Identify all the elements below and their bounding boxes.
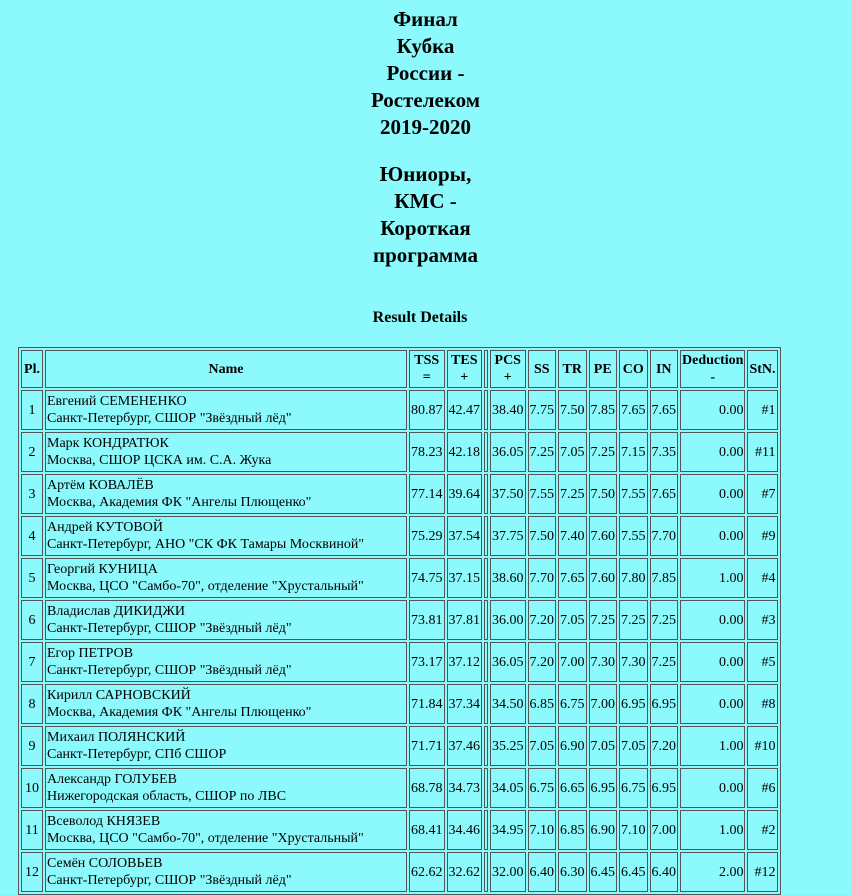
cell-name [45,642,407,682]
cell-pe: 7.25 [589,600,618,640]
col-header-in: IN [650,350,679,388]
cell-in: 7.00 [650,810,679,850]
cell-pe: 7.30 [589,642,618,682]
cell-tr: 7.25 [558,474,587,514]
cell-pcs: 34.50 [490,684,526,724]
cell-in: 7.70 [650,516,679,556]
cell-deduction: 0.00 [680,474,745,514]
cell-co: 6.75 [619,768,648,808]
table-header-row [21,350,778,388]
event-title-line: 2019-2020 [380,115,471,139]
skater-club: Москва, ЦСО "Самбо-70", отделение "Хрустальный" [47,831,364,846]
col-header-start-number: StN. [747,350,777,388]
skater-name: Артём КОВАЛЁВ [47,478,154,493]
cell-place: 4 [21,516,43,556]
cell-pcs: 38.60 [490,558,526,598]
table-row [21,390,778,430]
skater-club: Санкт-Петербург, СШОР "Звёздный лёд" [47,873,292,888]
cell-ss: 7.05 [528,726,557,766]
skater-club: Москва, ЦСО "Самбо-70", отделение "Хрустальный" [47,579,364,594]
cell-place: 2 [21,432,43,472]
cell-co: 7.55 [619,516,648,556]
cell-pcs: 37.50 [490,474,526,514]
cell-tr: 7.05 [558,600,587,640]
cell-tes: 37.46 [447,726,483,766]
skater-name: Владислав ДИКИДЖИ [47,604,185,619]
skater-name: Евгений СЕМЕНЕНКО [47,394,187,409]
table-row [21,558,778,598]
col-header-tes: TES + [447,350,483,388]
section-subtitle: Result Details [372,309,468,326]
cell-ss: 6.40 [528,852,557,892]
cell-pe: 7.60 [589,516,618,556]
col-header-name: Name [45,350,407,388]
cell-start-number: #5 [747,642,777,682]
cell-deduction: 0.00 [680,600,745,640]
cell-pcs: 36.00 [490,600,526,640]
cell-pe: 7.00 [589,684,618,724]
cell-ss: 7.10 [528,810,557,850]
cell-start-number: #2 [747,810,777,850]
col-header-tss: TSS = [409,350,445,388]
cell-co: 7.10 [619,810,648,850]
cell-tss: 75.29 [409,516,445,556]
cell-name [45,810,407,850]
cell-tr: 7.50 [558,390,587,430]
cell-pcs: 34.05 [490,768,526,808]
cell-pe: 6.95 [589,768,618,808]
cell-place: 5 [21,558,43,598]
table-row [21,474,778,514]
cell-deduction: 2.00 [680,852,745,892]
cell-pcs: 36.05 [490,432,526,472]
cell-co: 6.95 [619,684,648,724]
skater-club: Санкт-Петербург, СШОР "Звёздный лёд" [47,621,292,636]
column-spacer [484,600,488,640]
skater-name: Андрей КУТОВОЙ [47,520,163,535]
cell-deduction: 0.00 [680,642,745,682]
skater-club: Санкт-Петербург, АНО "СК ФК Тамары Москвиной" [47,537,365,552]
event-title-line: Кубка [396,34,455,58]
cell-co: 7.25 [619,600,648,640]
cell-tes: 34.46 [447,810,483,850]
cell-tes: 37.15 [447,558,483,598]
category-title-line: программа [373,243,478,267]
cell-place: 10 [21,768,43,808]
cell-start-number: #9 [747,516,777,556]
table-row [21,726,778,766]
cell-ss: 7.75 [528,390,557,430]
cell-tr: 7.40 [558,516,587,556]
cell-name [45,768,407,808]
cell-tes: 32.62 [447,852,483,892]
cell-start-number: #11 [747,432,777,472]
cell-start-number: #6 [747,768,777,808]
column-spacer [484,474,488,514]
cell-tes: 39.64 [447,474,483,514]
cell-pcs: 35.25 [490,726,526,766]
cell-tss: 71.84 [409,684,445,724]
cell-deduction: 0.00 [680,390,745,430]
cell-place: 8 [21,684,43,724]
cell-deduction: 0.00 [680,768,745,808]
cell-co: 7.55 [619,474,648,514]
skater-name: Семён СОЛОВЬЕВ [47,856,163,871]
results-table [18,347,781,895]
skater-name: Кирилл САРНОВСКИЙ [47,688,191,703]
event-title-line: Ростелеком [370,88,481,112]
cell-start-number: #12 [747,852,777,892]
skater-name: Михаил ПОЛЯНСКИЙ [47,730,186,745]
cell-deduction: 0.00 [680,432,745,472]
skater-club: Москва, СШОР ЦСКА им. С.А. Жука [47,453,272,468]
skater-name: Егор ПЕТРОВ [47,646,134,661]
cell-tss: 77.14 [409,474,445,514]
cell-ss: 7.50 [528,516,557,556]
cell-pcs: 34.95 [490,810,526,850]
cell-start-number: #4 [747,558,777,598]
cell-tss: 71.71 [409,726,445,766]
cell-pcs: 38.40 [490,390,526,430]
cell-pcs: 36.05 [490,642,526,682]
skater-club: Санкт-Петербург, СШОР "Звёздный лёд" [47,663,292,678]
cell-pcs: 37.75 [490,516,526,556]
cell-tes: 37.54 [447,516,483,556]
cell-tr: 6.75 [558,684,587,724]
cell-co: 7.05 [619,726,648,766]
cell-name [45,684,407,724]
cell-tr: 7.00 [558,642,587,682]
cell-ss: 7.20 [528,642,557,682]
cell-start-number: #1 [747,390,777,430]
cell-tr: 6.30 [558,852,587,892]
table-row [21,642,778,682]
cell-deduction: 0.00 [680,684,745,724]
cell-co: 7.30 [619,642,648,682]
column-spacer [484,516,488,556]
cell-place: 9 [21,726,43,766]
cell-ss: 6.75 [528,768,557,808]
column-spacer [484,390,488,430]
cell-in: 7.25 [650,642,679,682]
cell-co: 6.45 [619,852,648,892]
column-spacer [484,432,488,472]
cell-pe: 6.45 [589,852,618,892]
cell-ss: 6.85 [528,684,557,724]
col-header-pe: PE [589,350,618,388]
cell-pe: 7.50 [589,474,618,514]
cell-tes: 37.81 [447,600,483,640]
cell-ss: 7.25 [528,432,557,472]
cell-tes: 37.12 [447,642,483,682]
col-header-ss: SS [528,350,557,388]
cell-name [45,852,407,892]
event-title-line: Финал [393,7,458,31]
cell-in: 7.65 [650,390,679,430]
cell-tss: 74.75 [409,558,445,598]
cell-deduction: 1.00 [680,558,745,598]
cell-pe: 7.25 [589,432,618,472]
table-row [21,684,778,724]
cell-tes: 42.18 [447,432,483,472]
cell-name [45,432,407,472]
cell-start-number: #8 [747,684,777,724]
cell-pe: 6.90 [589,810,618,850]
cell-place: 3 [21,474,43,514]
cell-place: 12 [21,852,43,892]
skater-club: Нижегородская область, СШОР по ЛВС [47,789,287,804]
category-title-line: Короткая [380,216,471,240]
col-header-co: CO [619,350,648,388]
col-header-tr: TR [558,350,587,388]
cell-ss: 7.20 [528,600,557,640]
skater-name: Георгий КУНИЦА [47,562,158,577]
skater-name: Марк КОНДРАТЮК [47,436,169,451]
cell-in: 7.35 [650,432,679,472]
cell-tes: 42.47 [447,390,483,430]
cell-name [45,474,407,514]
cell-tss: 62.62 [409,852,445,892]
event-title-line: России - [386,61,465,85]
cell-tes: 37.34 [447,684,483,724]
cell-place: 11 [21,810,43,850]
column-spacer [484,726,488,766]
cell-co: 7.80 [619,558,648,598]
category-title-line: КМС - [394,189,457,213]
cell-co: 7.65 [619,390,648,430]
cell-ss: 7.55 [528,474,557,514]
cell-in: 7.85 [650,558,679,598]
column-spacer [484,350,488,388]
column-spacer [484,558,488,598]
cell-name [45,726,407,766]
skater-club: Москва, Академия ФК "Ангелы Плющенко" [47,495,312,510]
table-row [21,810,778,850]
skater-club: Москва, Академия ФК "Ангелы Плющенко" [47,705,312,720]
page-header [0,6,851,269]
cell-deduction: 0.00 [680,516,745,556]
cell-tss: 80.87 [409,390,445,430]
cell-name [45,600,407,640]
column-spacer [484,810,488,850]
cell-in: 7.20 [650,726,679,766]
cell-tr: 6.90 [558,726,587,766]
col-header-place: Pl. [21,350,43,388]
cell-pe: 7.60 [589,558,618,598]
cell-start-number: #3 [747,600,777,640]
cell-place: 6 [21,600,43,640]
table-row [21,600,778,640]
column-spacer [484,852,488,892]
skater-name: Всеволод КНЯЗЕВ [47,814,161,829]
cell-ss: 7.70 [528,558,557,598]
cell-co: 7.15 [619,432,648,472]
table-row [21,432,778,472]
cell-in: 7.25 [650,600,679,640]
cell-place: 1 [21,390,43,430]
cell-tes: 34.73 [447,768,483,808]
cell-deduction: 1.00 [680,726,745,766]
cell-name [45,516,407,556]
cell-tr: 6.65 [558,768,587,808]
table-row [21,852,778,892]
skater-club: Санкт-Петербург, СПб СШОР [47,747,227,762]
col-header-pcs: PCS + [490,350,526,388]
cell-in: 6.95 [650,684,679,724]
skater-club: Санкт-Петербург, СШОР "Звёздный лёд" [47,411,292,426]
cell-place: 7 [21,642,43,682]
cell-tss: 73.17 [409,642,445,682]
cell-start-number: #7 [747,474,777,514]
cell-pcs: 32.00 [490,852,526,892]
cell-in: 6.40 [650,852,679,892]
cell-in: 7.65 [650,474,679,514]
table-row [21,516,778,556]
column-spacer [484,768,488,808]
skater-name: Александр ГОЛУБЕВ [47,772,177,787]
category-title-line: Юниоры, [379,162,472,186]
col-header-deduction: Deduction - [680,350,745,388]
cell-pe: 7.85 [589,390,618,430]
cell-tr: 6.85 [558,810,587,850]
cell-tr: 7.05 [558,432,587,472]
cell-pe: 7.05 [589,726,618,766]
column-spacer [484,642,488,682]
cell-tss: 73.81 [409,600,445,640]
cell-in: 6.95 [650,768,679,808]
cell-deduction: 1.00 [680,810,745,850]
table-row [21,768,778,808]
cell-start-number: #10 [747,726,777,766]
cell-name [45,558,407,598]
cell-tss: 78.23 [409,432,445,472]
column-spacer [484,684,488,724]
cell-tr: 7.65 [558,558,587,598]
cell-name [45,390,407,430]
cell-tss: 68.78 [409,768,445,808]
cell-tss: 68.41 [409,810,445,850]
